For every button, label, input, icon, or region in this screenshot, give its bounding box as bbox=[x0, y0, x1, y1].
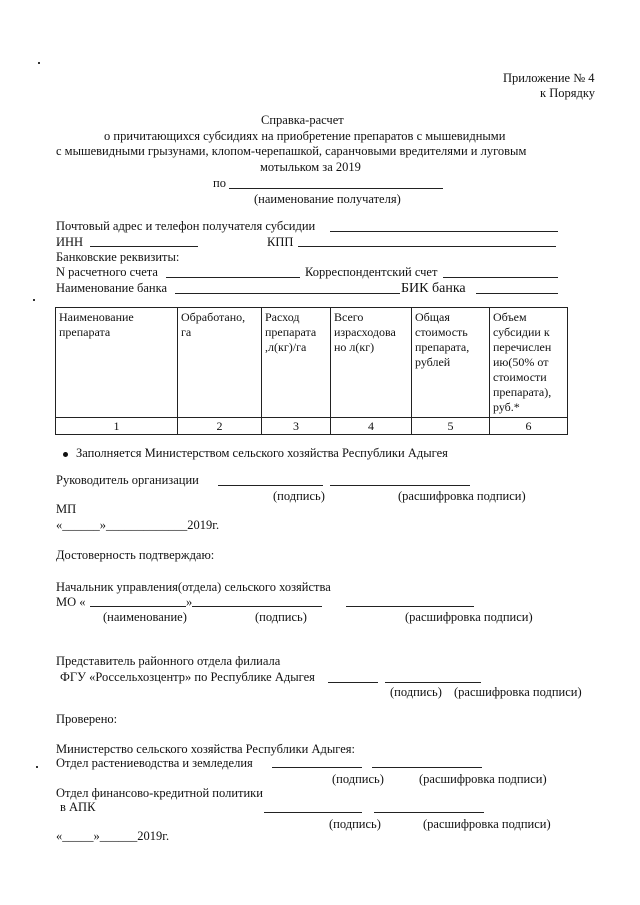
rep-label: Представитель районного отдела филиала bbox=[56, 654, 281, 668]
table-header-cell: Обработано, га bbox=[178, 308, 262, 418]
bank-details-label: Банковские реквизиты: bbox=[56, 250, 180, 264]
rep-podpis-caption: (подпись) bbox=[390, 685, 442, 699]
recipient-line bbox=[229, 188, 443, 189]
table-number-cell: 5 bbox=[412, 418, 490, 435]
fin-rasshifrovka-caption: (расшифровка подписи) bbox=[423, 817, 551, 831]
po-label: по bbox=[213, 176, 226, 190]
account-label: N расчетного счета bbox=[56, 265, 158, 279]
rep-name-line bbox=[385, 682, 481, 683]
table-number-row bbox=[56, 418, 568, 435]
bank-name-label: Наименование банка bbox=[56, 281, 168, 295]
mp-label: МП bbox=[56, 502, 77, 516]
fin-sign-line bbox=[264, 812, 362, 813]
subsidy-table bbox=[55, 307, 568, 435]
chief-mo-label: МО « bbox=[56, 595, 86, 609]
inn-line bbox=[90, 246, 198, 247]
head-name-line bbox=[330, 485, 470, 486]
date-line-2: «_____»______2019г. bbox=[56, 829, 170, 843]
corr-account-line bbox=[443, 277, 558, 278]
chief-sign-line bbox=[192, 606, 322, 607]
checked-label: Проверено: bbox=[56, 712, 118, 726]
table-number-cell: 3 bbox=[262, 418, 331, 435]
fin-podpis-caption: (подпись) bbox=[329, 817, 381, 831]
scan-speck bbox=[38, 62, 40, 64]
date-line-1: «______»_____________2019г. bbox=[56, 518, 220, 532]
rep-sign-line bbox=[328, 682, 378, 683]
inn-label: ИНН bbox=[56, 235, 84, 249]
crop-rasshifrovka-caption: (расшифровка подписи) bbox=[419, 772, 547, 786]
postal-label: Почтовый адрес и телефон получателя субсидии bbox=[56, 219, 316, 233]
bik-label: БИК банка bbox=[401, 281, 466, 296]
crop-podpis-caption: (подпись) bbox=[332, 772, 384, 786]
bullet-icon bbox=[63, 452, 68, 457]
table-number-cell: 6 bbox=[490, 418, 568, 435]
appendix-number: Приложение № 4 bbox=[503, 71, 595, 85]
fin-name-line bbox=[374, 812, 484, 813]
doc-title-line3: с мышевидными грызунами, клопом-черепашкой, саранчовыми вредителями и луговым bbox=[56, 144, 527, 158]
table-header-cell: Объем субсидии к перечислен ию(50% от стоимости препарата), руб.* bbox=[490, 308, 568, 418]
head-org-label: Руководитель организации bbox=[56, 473, 199, 487]
head-podpis-caption: (подпись) bbox=[273, 489, 325, 503]
table-number-cell: 1 bbox=[56, 418, 178, 435]
confirm-label: Достоверность подтверждаю: bbox=[56, 548, 215, 562]
table-header-cell: Общая стоимость препарата, рублей bbox=[412, 308, 490, 418]
table-number-cell: 2 bbox=[178, 418, 262, 435]
scan-speck bbox=[33, 299, 35, 301]
doc-title-line2: о причитающихся субсидиях на приобретение препаратов с мышевидными bbox=[104, 129, 506, 143]
ministry-note: Заполняется Министерством сельского хозяйства Республики Адыгея bbox=[76, 446, 448, 460]
dept-crop-label: Отдел растениеводства и земледелия bbox=[56, 756, 253, 770]
chief-naimenovanie-caption: (наименование) bbox=[103, 610, 187, 624]
chief-podpis-caption: (подпись) bbox=[255, 610, 307, 624]
doc-title: Справка-расчет bbox=[261, 113, 344, 127]
kpp-line bbox=[298, 246, 556, 247]
crop-name-line bbox=[372, 767, 482, 768]
table-header-cell: Наименование препарата bbox=[56, 308, 178, 418]
scan-speck bbox=[36, 766, 38, 768]
chief-label: Начальник управления(отдела) сельского хозяйства bbox=[56, 580, 331, 594]
corr-account-label: Корреспондентский счет bbox=[305, 265, 438, 279]
appendix-order: к Порядку bbox=[540, 86, 595, 100]
ministry-label: Министерство сельского хозяйства Республики Адыгея: bbox=[56, 742, 355, 756]
bank-name-line bbox=[175, 293, 400, 294]
kpp-label: КПП bbox=[267, 235, 294, 249]
bik-line bbox=[476, 293, 558, 294]
dept-fin-label-2: в АПК bbox=[60, 800, 96, 814]
chief-quote-close: » bbox=[186, 595, 193, 609]
table-header-cell: Всего израсходова но л(кг) bbox=[331, 308, 412, 418]
table-header-row bbox=[56, 308, 568, 418]
chief-name-line bbox=[346, 606, 474, 607]
account-line bbox=[166, 277, 300, 278]
dept-fin-label: Отдел финансово-кредитной политики bbox=[56, 786, 263, 800]
head-sign-line bbox=[218, 485, 323, 486]
rep-rasshifrovka-caption: (расшифровка подписи) bbox=[454, 685, 582, 699]
postal-line bbox=[330, 231, 558, 232]
head-rasshifrovka-caption: (расшифровка подписи) bbox=[398, 489, 526, 503]
rep-label-2: ФГУ «Россельхозцентр» по Республике Адыгея bbox=[60, 670, 315, 684]
table-header-cell: Расход препарата ,л(кг)/га bbox=[262, 308, 331, 418]
recipient-caption: (наименование получателя) bbox=[254, 192, 401, 206]
chief-rasshifrovka-caption: (расшифровка подписи) bbox=[405, 610, 533, 624]
crop-sign-line bbox=[272, 767, 362, 768]
doc-title-line4: мотыльком за 2019 bbox=[260, 160, 361, 174]
chief-mo-line bbox=[90, 606, 186, 607]
table-number-cell: 4 bbox=[331, 418, 412, 435]
